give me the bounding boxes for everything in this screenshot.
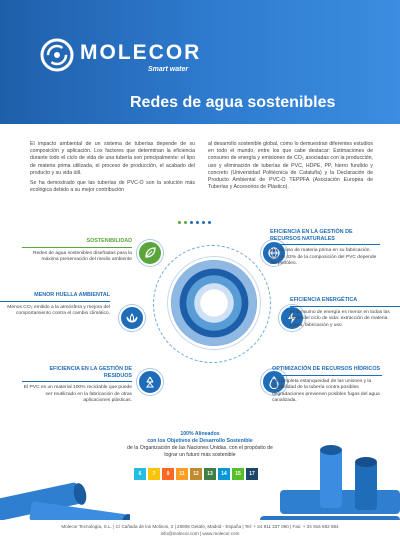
- block-rule: [22, 381, 132, 382]
- intro-paragraph: Se ha demostrado que las tuberías de PVC-O son la solución más ecológica debido a su mejor contribución: [30, 180, 195, 194]
- intro-column-right: [208, 141, 373, 194]
- sdg-badge-icon: 15: [232, 468, 244, 480]
- sdg-badge-icon: 6: [134, 468, 146, 480]
- block-title: OPTIMIZACIÓN DE RECURSOS HÍDRICOS: [272, 366, 381, 372]
- block-huella: [0, 292, 110, 318]
- sdg-text: lograr un futuro más sostenible: [164, 452, 236, 458]
- sdg-text: de la Organización de las Naciones Unidas, con el propósito de: [127, 445, 273, 451]
- header-banner: [0, 0, 400, 124]
- block-sostenibilidad: [22, 238, 132, 264]
- footer-address: Molecor Tecnología, S.L. | C/ Cañada de los Molinos, 2 | 28906 Getafe, Madrid - España | Tel: + 34 911 337 090 | Fax: + 34 916 682 884: [61, 524, 339, 529]
- block-residuos: [22, 366, 132, 405]
- block-rule: [290, 306, 400, 307]
- sdg-badge-icon: 17: [246, 468, 258, 480]
- molecor-logo-icon: [40, 38, 74, 72]
- block-title: MENOR HUELLA AMBIENTAL: [34, 292, 110, 298]
- pipe-cross-section-image: [171, 260, 257, 346]
- lotus-icon: [119, 305, 145, 331]
- block-title: EFICIENCIA ENERGÉTICA: [290, 297, 358, 303]
- block-text: Redes de agua sostenibles diseñadas para la máxima preservación del medio ambiente: [33, 250, 132, 263]
- intro-paragraph: al desarrollo sostenible global, como lo demuestran diferentes estudios en todo el mundo, entre los que cabe destacar: Estimaciones de consumo de energía y emisiones de CO₂ asociadas con la producción, uso y eliminación de tuberías de PVC, HDPE, PP, hierro fundido y concreto (Universidad Politécnica de Cataluña) y la Declaración de Producto Ambiental de PVC-O TEPPFA (Asociación Europea de Tuberías y Accesorios de Plástico).: [208, 141, 373, 191]
- leaf-icon: [137, 240, 163, 266]
- brand-tagline: Smart water: [148, 66, 189, 73]
- intro-column-left: [30, 141, 195, 197]
- block-title: EFICIENCIA EN LA GESTIÓN DE RESIDUOS: [49, 366, 132, 379]
- block-text: La completa estanqueidad de las uniones y la durabilidad de la tubería contra posibles degradaciones previenen posibles fugas del agua canalizada.: [272, 378, 380, 404]
- sdg-badge-icon: 11: [176, 468, 188, 480]
- footer: [0, 520, 400, 560]
- sdg-heading: 100% Alineados: [180, 431, 220, 437]
- footer-contact: info@molecor.com | www.molecor.com: [160, 531, 240, 536]
- sdg-badge-icon: 13: [204, 468, 216, 480]
- divider-dots: [178, 221, 211, 224]
- block-text: Menor uso de materia prima en su fabricación. Solo el 43% de la composición del PVC depende del petróleo.: [270, 248, 377, 267]
- block-text: El PVC es un material 100% reciclable que puede ser reutilizado en la fabricación de otras aplicaciones plásticas.: [23, 385, 132, 404]
- sdg-badge-icon: 12: [190, 468, 202, 480]
- block-title: EFICIENCIA EN LA GESTIÓN DE RECURSOS NATURALES: [270, 229, 353, 242]
- block-rule: [22, 247, 132, 248]
- brand-name: MOLECOR: [80, 41, 202, 64]
- sdg-subheading: con los Objetivos de Desarrollo Sostenible: [147, 438, 253, 444]
- block-hidricos: [272, 366, 382, 405]
- block-energetica: [290, 297, 400, 329]
- sdg-badge-icon: 9: [162, 468, 174, 480]
- sdg-icons-row: [134, 468, 258, 480]
- block-recursos: [270, 229, 380, 268]
- sdg-badge-icon: 14: [218, 468, 230, 480]
- page-title: Redes de agua sostenibles: [130, 94, 336, 111]
- sdg-badge-icon: 7: [148, 468, 160, 480]
- block-rule: [0, 301, 110, 302]
- block-rule: [272, 375, 382, 376]
- recycle-icon: [137, 369, 163, 395]
- block-text: Menos CO₂ emitido a la atmósfera y mejora del comportamiento contra el cambio climático.: [7, 304, 110, 317]
- sdg-statement: [100, 431, 300, 459]
- block-title: SOSTENIBILIDAD: [86, 238, 132, 244]
- block-rule: [270, 244, 380, 245]
- block-text: El consumo de energía es menor en todas las fases del ciclo de vida: extracción de materia prima, fabricación y uso.: [290, 309, 390, 328]
- intro-paragraph: El impacto ambiental de un sistema de tuberías depende de su composición y aplicación. Los factores que determinan la eficiencia durante todo el ciclo de vida de una tubería son principalmente: el tipo de materia prima utilizada, el proceso de producción, el acabado del producto y su vida útil.: [30, 141, 195, 176]
